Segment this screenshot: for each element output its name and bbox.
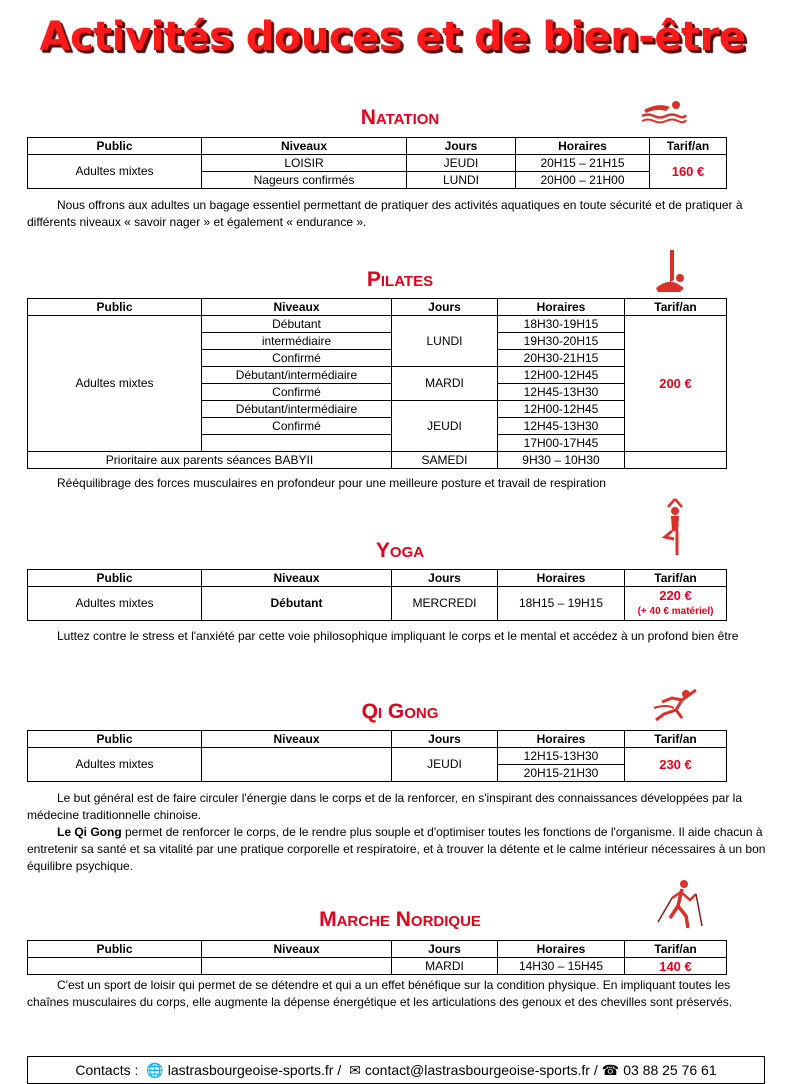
website-link[interactable]: lastrasbourgeoise-sports.fr (167, 1062, 334, 1078)
header-tarif: Tarif/an (625, 731, 727, 748)
tarif-cell: 140 € (625, 958, 727, 975)
mail-icon: ✉ (349, 1062, 361, 1078)
header-horaires: Horaires (498, 731, 625, 748)
yoga-desc-text: Luttez contre le stress et l'anxiété par cette voie philosophique impliquant le corps et le mental et accédez à un profond bien être (57, 629, 739, 643)
horaire-cell: 18H30-19H15 (498, 316, 625, 333)
header-jours: Jours (392, 570, 498, 587)
header-horaires: Horaires (498, 299, 625, 316)
header-public: Public (28, 138, 202, 155)
natation-table (27, 137, 727, 189)
qigong-description (27, 790, 767, 875)
tarif-cell: 230 € (625, 748, 727, 782)
header-tarif: Tarif/an (625, 941, 727, 958)
separator: / (337, 1062, 342, 1078)
header-tarif: Tarif/an (625, 570, 727, 587)
horaire-cell: 20H30-21H15 (498, 350, 625, 367)
jour-cell: JEUDI (392, 401, 498, 452)
marche-description (27, 977, 767, 1011)
jour-cell: LUNDI (407, 172, 516, 189)
public-cell: Adultes mixtes (28, 587, 202, 621)
horaire-cell: 12H45-13H30 (498, 384, 625, 401)
horaire-cell: 17H00-17H45 (498, 435, 625, 452)
qigong-desc2: permet de renforcer le corps, de le rendre plus souple et d'optimiser toutes les fonctions de l'organisme. Il aide chacun à entretenir sa santé et sa vitalité par une pratique corporelle et respiratoire, et à trouver la détente et le calme intérieur nécessaires à un bon équilibre psychique. (27, 825, 766, 873)
qigong-desc2-text (27, 824, 767, 875)
jour-cell: SAMEDI (392, 452, 498, 469)
header-horaires: Horaires (516, 138, 650, 155)
horaire-cell: 9H30 – 10H30 (498, 452, 625, 469)
tarif-cell (625, 587, 727, 621)
niveau-cell: Débutant/intermédiaire (202, 367, 392, 384)
horaire-cell: 12H45-13H30 (498, 418, 625, 435)
phone-icon: ☎ (601, 1062, 620, 1078)
niveau-cell: Confirmé (202, 384, 392, 401)
natation-description (27, 197, 767, 231)
public-cell: Adultes mixtes (28, 748, 202, 782)
header-horaires: Horaires (498, 570, 625, 587)
horaire-cell: 19H30-20H15 (498, 333, 625, 350)
natation-desc-text: Nous offrons aux adultes un bagage essentiel permettant de pratiquer des activités aquatiques en toute sécurité et de pratiquer à différents niveaux « savoir nager » et également « endurance ». (27, 198, 743, 229)
header-niveaux: Niveaux (202, 299, 392, 316)
public-cell: Adultes mixtes (28, 155, 202, 189)
tarif-cell: 200 € (625, 316, 727, 452)
public-cell: Prioritaire aux parents séances BABYII (28, 452, 392, 469)
niveau-cell: Débutant (202, 587, 392, 621)
header-niveaux: Niveaux (202, 941, 392, 958)
qigong-desc-text: Le but général est de faire circuler l'énergie dans le corps et de la renforcer, en s'inspirant des connaissances développées par la médecine traditionnelle chinoise. (27, 791, 742, 822)
horaire-cell: 20H15-21H30 (498, 765, 625, 782)
header-niveaux: Niveaux (202, 138, 407, 155)
header-horaires: Horaires (498, 941, 625, 958)
contacts-footer (27, 1056, 765, 1084)
horaire-cell: 20H15 – 21H15 (516, 155, 650, 172)
qigong-title: Qi Gong (361, 700, 439, 723)
globe-icon: 🌐 (146, 1062, 164, 1078)
phone-number[interactable]: 03 88 25 76 61 (623, 1062, 717, 1078)
header-jours: Jours (392, 299, 498, 316)
niveau-cell: intermédiaire (202, 333, 392, 350)
tarif-note: (+ 40 € matériel) (637, 606, 714, 617)
marche-table (27, 940, 727, 975)
qigong-table (27, 730, 727, 782)
nordic-walking-icon (656, 878, 706, 930)
jour-cell: MARDI (392, 367, 498, 401)
horaire-cell: 12H00-12H45 (498, 401, 625, 418)
header-tarif: Tarif/an (625, 299, 727, 316)
tarif-value: 220 € (659, 588, 692, 603)
header-jours: Jours (392, 941, 498, 958)
yoga-icon (660, 497, 690, 557)
header-jours: Jours (407, 138, 516, 155)
jour-cell: JEUDI (407, 155, 516, 172)
public-cell (28, 958, 202, 975)
niveau-cell: Confirmé (202, 418, 392, 435)
niveau-cell (202, 958, 392, 975)
jour-cell: LUNDI (392, 316, 498, 367)
header-jours: Jours (392, 731, 498, 748)
header-public: Public (28, 299, 202, 316)
qigong-bold: Le Qi Gong (57, 825, 122, 839)
horaire-cell: 12H15-13H30 (498, 748, 625, 765)
pilates-desc-text: Rééquilibrage des forces musculaires en profondeur pour une meilleure posture et travail de respiration (57, 476, 606, 490)
niveau-cell: LOISIR (202, 155, 407, 172)
natation-title: Natation (360, 106, 440, 129)
header-niveaux: Niveaux (202, 731, 392, 748)
tarif-cell (625, 452, 727, 469)
header-public: Public (28, 731, 202, 748)
jour-cell: JEUDI (392, 748, 498, 782)
horaire-cell: 14H30 – 15H45 (498, 958, 625, 975)
public-cell: Adultes mixtes (28, 316, 202, 452)
header-public: Public (28, 941, 202, 958)
jour-cell: MERCREDI (392, 587, 498, 621)
yoga-description (27, 628, 747, 645)
horaire-cell: 12H00-12H45 (498, 367, 625, 384)
yoga-title: Yoga (375, 539, 425, 562)
niveau-cell (202, 748, 392, 782)
pilates-table (27, 298, 727, 469)
niveau-cell: Confirmé (202, 350, 392, 367)
marche-desc-text: C'est un sport de loisir qui permet de se détendre et qui a un effet bénéfique sur la condition physique. En impliquant toutes les chaînes musculaires du corps, elle augmente la dépense énergétique et les articulations des genoux et des chevilles sont préservés. (27, 978, 733, 1009)
separator: / (593, 1062, 598, 1078)
niveau-cell (202, 435, 392, 452)
jour-cell: MARDI (392, 958, 498, 975)
horaire-cell: 18H15 – 19H15 (498, 587, 625, 621)
pilates-icon (650, 248, 692, 294)
marche-title: Marche Nordique (319, 908, 481, 931)
yoga-table (27, 569, 727, 621)
qigong-icon (652, 688, 698, 722)
tarif-cell: 160 € (650, 155, 727, 189)
header-public: Public (28, 570, 202, 587)
horaire-cell: 20H00 – 21H00 (516, 172, 650, 189)
pilates-description (27, 475, 767, 492)
swimmer-icon (640, 98, 688, 124)
page-title: Activités douces et de bien-être (39, 14, 746, 60)
niveau-cell: Débutant (202, 316, 392, 333)
contacts-label: Contacts : (75, 1062, 139, 1078)
header-niveaux: Niveaux (202, 570, 392, 587)
niveau-cell: Débutant/intermédiaire (202, 401, 392, 418)
pilates-title: Pilates (366, 268, 434, 291)
email-link[interactable]: contact@lastrasbourgeoise-sports.fr (364, 1062, 590, 1078)
header-tarif: Tarif/an (650, 138, 727, 155)
niveau-cell: Nageurs confirmés (202, 172, 407, 189)
